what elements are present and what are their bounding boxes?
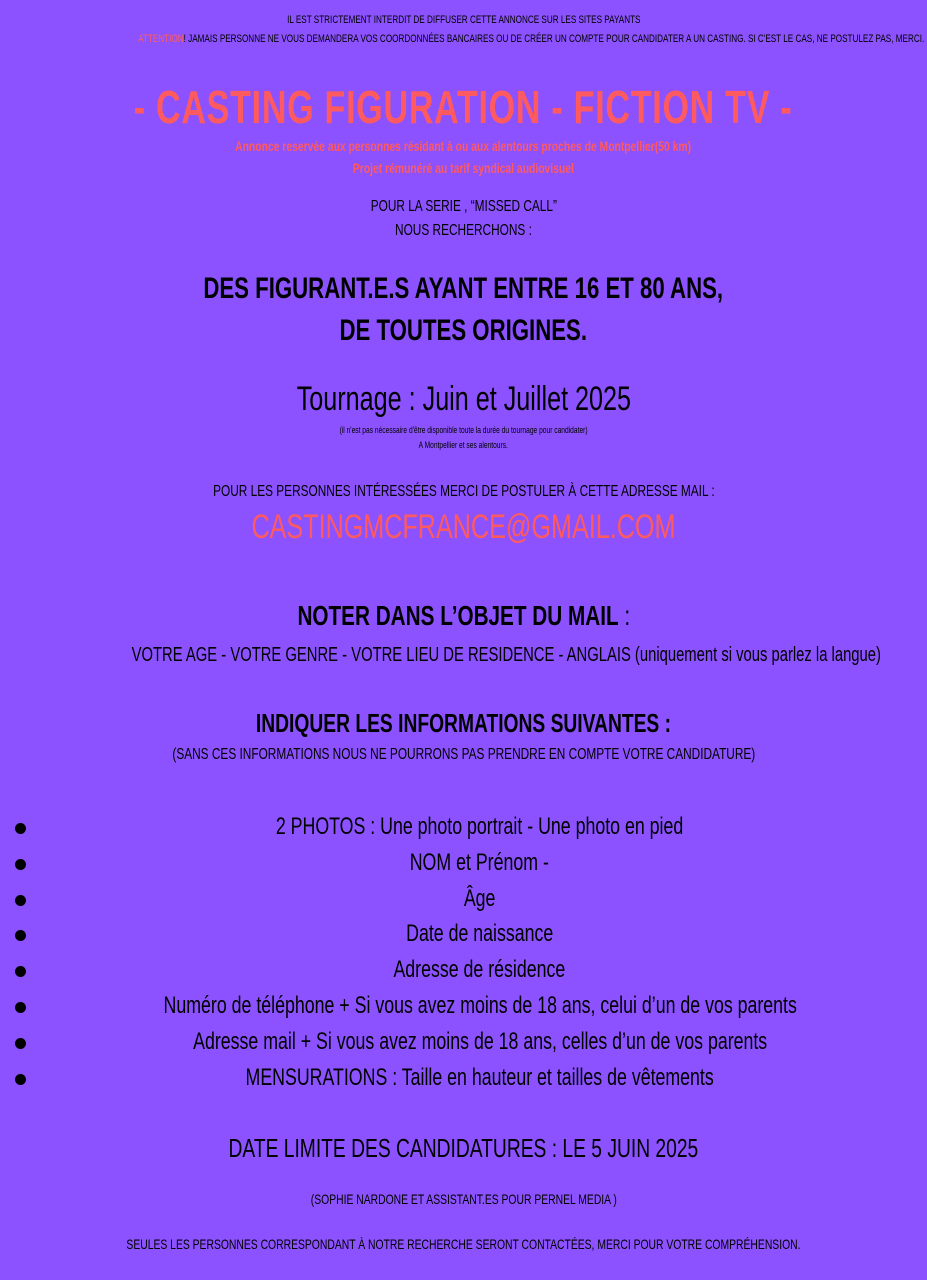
bullet-icon	[15, 1074, 26, 1085]
subtitle-payment: Projet rémunéré au tarif syndical audiovisuel	[352, 160, 575, 176]
bullet-icon	[15, 930, 26, 941]
series-name: POUR LA SERIE , “MISSED CALL”	[370, 198, 557, 215]
list-item: Âge	[0, 881, 927, 917]
distribution-warning-text: IL EST STRICTEMENT INTERDIT DE DIFFUSER CETTE ANNONCE SUR LES SITES PAYANTS	[286, 14, 641, 26]
attention-text: ! JAMAIS PERSONNE NE VOUS DEMANDERA VOS COORDONNÉES BANCAIRES OU DE CRÉER UN COMPTE POUR CANDIDATER A UN CASTING. SI C'EST LE CAS, NE POSTULEZ PAS, MERCI.	[183, 33, 925, 45]
list-item: Adresse de résidence	[0, 952, 927, 988]
list-item: MENSURATIONS : Taille en hauteur et tailles de vêtements	[0, 1060, 927, 1096]
info-note: (SANS CES INFORMATIONS NOUS NE POURRONS PAS PRENDRE EN COMPTE VOTRE CANDIDATURE)	[172, 746, 755, 763]
subtitle-location: Annonce reservée aux personnes résidant à ou aux alentours proches de Montpellier(50 km)	[235, 138, 692, 154]
subject-fields: VOTRE AGE - VOTRE GENRE - VOTRE LIEU DE RESIDENCE - ANGLAIS (uniquement si vous parlez la langue)	[131, 644, 881, 666]
attention-word: ATTENTION	[138, 33, 184, 45]
subject-heading	[0, 600, 927, 632]
bullet-icon	[15, 966, 26, 977]
bullet-icon	[15, 895, 26, 906]
required-info-list	[0, 809, 927, 1095]
signature: (SOPHIE NARDONE ET ASSISTANT.ES POUR PERNEL MEDIA )	[310, 1191, 617, 1207]
list-item: Date de naissance	[0, 916, 927, 952]
subject-heading-text: NOTER DANS L’OBJET DU MAIL	[297, 600, 619, 631]
distribution-warning	[0, 14, 927, 26]
bullet-icon	[15, 1002, 26, 1013]
list-item: Adresse mail + Si vous avez moins de 18 ans, celles d’un de vos parents	[0, 1024, 927, 1060]
page-title: - CASTING FIGURATION - FICTION TV -	[134, 81, 793, 133]
application-deadline: DATE LIMITE DES CANDIDATURES : LE 5 JUIN 2025	[228, 1133, 699, 1163]
shooting-dates: Tournage : Juin et Juillet 2025	[296, 380, 631, 418]
bullet-icon	[15, 1038, 26, 1049]
footer-note: SEULES LES PERSONNES CORRESPONDANT À NOTRE RECHERCHE SERONT CONTACTÉES, MERCI POUR VOTRE COMPRÉHENSION.	[126, 1236, 801, 1252]
list-item: NOM et Prénom -	[0, 845, 927, 881]
list-item: 2 PHOTOS : Une photo portrait - Une photo en pied	[0, 809, 927, 845]
application-intro: POUR LES PERSONNES INTÉRESSÉES MERCI DE POSTULER À CETTE ADRESSE MAIL :	[212, 483, 715, 500]
shooting-location: A Montpellier et ses alentours.	[418, 440, 509, 450]
availability-note: (il n'est pas nécessaire d'être disponible toute la durée du tournage pour candidater)	[339, 425, 588, 435]
list-item: Numéro de téléphone + Si vous avez moins de 18 ans, celui d’un de vos parents	[0, 988, 927, 1024]
search-intro: NOUS RECHERCHONS :	[395, 222, 532, 239]
bullet-icon	[15, 859, 26, 870]
headline-line-1: DES FIGURANT.E.S AYANT ENTRE 16 ET 80 ANS,	[203, 272, 724, 305]
headline-line-2: DE TOUTES ORIGINES.	[339, 314, 588, 347]
info-heading: INDIQUER LES INFORMATIONS SUIVANTES :	[255, 708, 672, 738]
subject-colon: :	[618, 600, 630, 631]
attention-notice	[0, 33, 927, 45]
contact-email[interactable]: CASTINGMCFRANCE@GMAIL.COM	[251, 508, 676, 546]
bullet-icon	[15, 823, 26, 834]
